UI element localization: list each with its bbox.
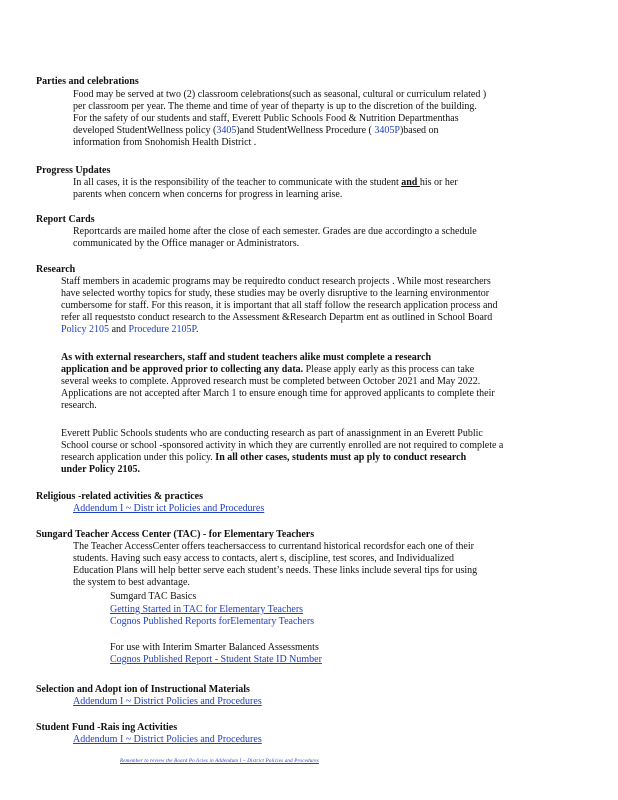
parties-line-5: information from Snohomish Health District . [73, 137, 257, 148]
cognos-reports-link[interactable]: Cognos Published Reports forElementary Teachers [110, 616, 315, 627]
procedure-3405p-link[interactable]: 3405P [374, 125, 400, 136]
research-p3-line-3-text: research application under this policy. [61, 452, 216, 463]
religious-addendum-link[interactable]: Addendum I ~ Distr ict Policies and Procedures [73, 503, 265, 514]
section-heading-report-cards: Report Cards [36, 214, 95, 225]
section-heading-sungard: Sungard Teacher Access Center (TAC) - for Elementary Teachers [36, 529, 315, 540]
research-p1-line-5-end: . [196, 324, 199, 335]
report-line-2: communicated by the Office manager or Administrators. [73, 238, 300, 249]
sungard-line-1: The Teacher AccessCenter offers teachersaccess to currentand historical recordsfor each one of their [73, 541, 474, 552]
getting-started-tac-link[interactable]: Getting Started in TAC for Elementary Teachers [110, 604, 304, 615]
research-p2-line-1: As with external researchers, staff and student teachers alike must complete a research [61, 352, 432, 363]
selection-addendum-link[interactable]: Addendum I ~ District Policies and Procedures [73, 696, 262, 707]
section-heading-research: Research [36, 264, 76, 275]
research-p2-line-3: several weeks to complete. Approved research must be completed between October 2021 and May 2022. [61, 376, 481, 387]
progress-line-2: parents when concern when concerns for progress in learning arise. [73, 189, 343, 200]
research-p3-bold: In all other cases, students must ap ply to conduct research [215, 452, 467, 463]
procedure-2105p-link[interactable]: Procedure 2105P [128, 324, 197, 335]
sungard-line-4: the system to best advantage. [73, 577, 190, 588]
tac-basics-label: Sumgard TAC Basics [110, 591, 197, 602]
student-addendum-link[interactable]: Addendum I ~ District Policies and Procedures [73, 734, 262, 745]
research-p1-line-5-mid: and [109, 324, 129, 335]
section-heading-student-fundraising: Student Fund -Rais ing Activities [36, 722, 178, 733]
parties-line-4-text: developed StudentWellness policy ( [73, 125, 217, 136]
section-heading-religious: Religious -related activities & practices [36, 491, 203, 502]
research-p3-line-1: Everett Public Schools students who are conducting research as part of anassignment in an Everett Public [61, 428, 483, 439]
research-p3-line-3 [61, 452, 466, 464]
parties-line-4 [73, 125, 439, 137]
section-heading-parties: Parties and celebrations [36, 76, 139, 87]
parties-line-1: Food may be served at two (2) classroom celebrations(such as seasonal, cultural or curriculum related ) [73, 89, 487, 100]
section-heading-selection: Selection and Adopt ion of Instructional Materials [36, 684, 250, 695]
report-line-1: Reportcards are mailed home after the close of each semester. Grades are due accordingto a schedule [73, 226, 477, 237]
progress-line-1-end: his or her [419, 177, 458, 188]
research-p2-bold: application and be approved prior to collecting any data. [61, 364, 304, 375]
parties-line-2: per classroom per year. The theme and time of year of theparty is up to the discretion of the building. [73, 101, 477, 112]
research-p2-line-2-text: Please apply early as this process can take [303, 364, 475, 375]
policy-2105-link[interactable]: Policy 2105 [61, 324, 110, 335]
sungard-line-2: students. Having such easy access to contacts, alert s, discipline, test scores, and Individualized [73, 553, 455, 564]
research-p1-line-2: have selected worthy topics for study, these studies may be overly disruptive to the learning environmentor [61, 288, 490, 299]
parties-line-4-end: )based on [399, 125, 439, 136]
progress-line-1 [73, 177, 458, 189]
research-p3-line-4: under Policy 2105. [61, 464, 140, 475]
research-p2-line-2 [61, 364, 474, 376]
progress-emphasis-and: and [401, 177, 420, 188]
footer-reminder-link[interactable]: Remember to review the Board Po licies in Addendum I ~ District Policies and Procedures [120, 759, 319, 764]
cognos-student-id-link[interactable]: Cognos Published Report - Student State ID Number [110, 654, 322, 665]
research-p1-line-4: refer all requeststo conduct research to the Assessment &Research Departm ent as outlined in School Board [61, 312, 493, 323]
research-p1-line-3: cumbersome for staff. For this reason, it is important that all staff follow the research application process and [61, 300, 498, 311]
research-p2-line-5: research. [61, 400, 97, 411]
parties-line-3: For the safety of our students and staff, Everett Public Schools Food & Nutrition Departmenthas [73, 113, 459, 124]
sungard-line-3: Education Plans will help better serve each student’s needs. These links include several tips for using [73, 565, 478, 576]
research-p3-line-2: School course or school -sponsored activity in which they are currently enrolled are not required to complete a [61, 440, 504, 451]
research-p1-line-1: Staff members in academic programs may be requiredto conduct research projects . While most researchers [61, 276, 491, 287]
research-p2-line-4: Applications are not accepted after March 1 to ensure enough time for approved applicants to complete their [61, 388, 495, 399]
policy-3405-link[interactable]: 3405 [216, 125, 237, 136]
research-p1-line-5 [61, 324, 199, 336]
section-heading-progress: Progress Updates [36, 165, 111, 176]
progress-line-1-text: In all cases, it is the responsibility of the teacher to communicate with the student [73, 177, 402, 188]
parties-line-4-mid: )and StudentWellness Procedure ( [236, 125, 375, 136]
interim-sba-label: For use with Interim Smarter Balanced Assessments [110, 642, 319, 653]
